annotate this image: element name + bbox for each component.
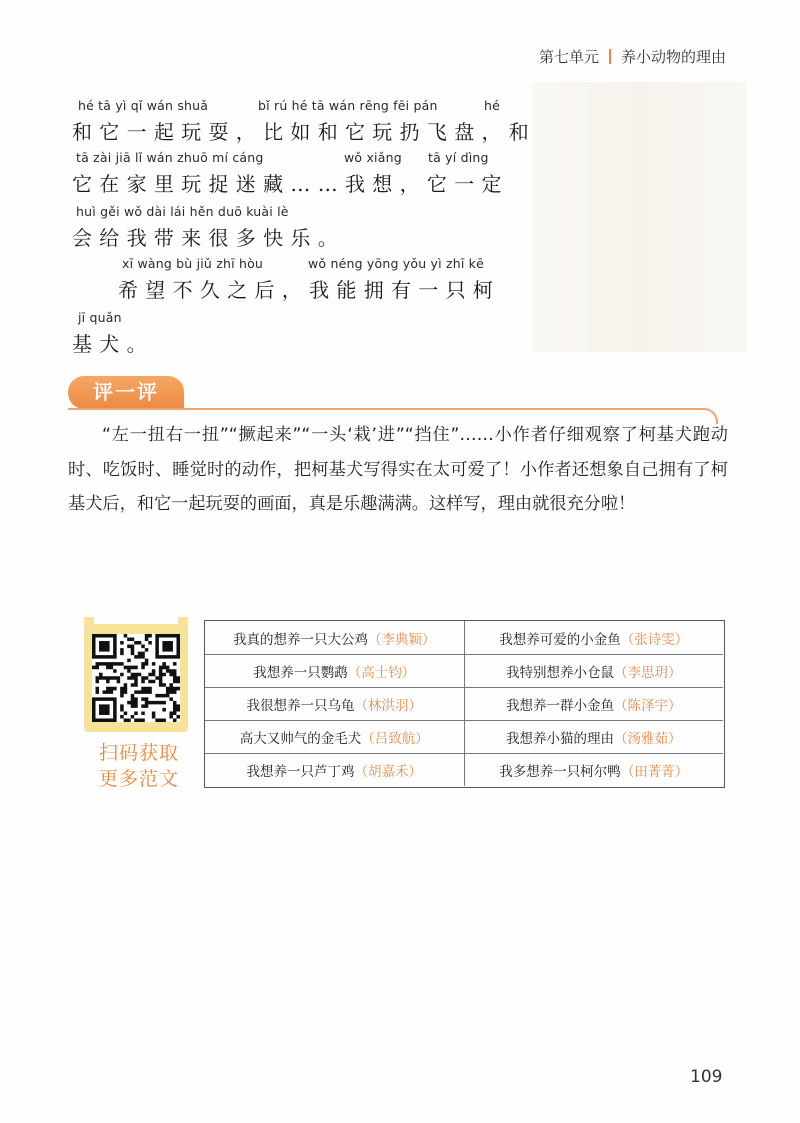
hanzi-text: 它在家里玩捉迷藏……我想，它一定 — [72, 172, 509, 196]
table-row — [205, 687, 723, 720]
essay-author: （吕致航） — [361, 730, 429, 747]
qr-label-line1: 扫码获取 — [98, 742, 179, 764]
hanzi-text: 和它一起玩耍，比如和它玩扔飞盘，和 — [72, 120, 537, 144]
qr-card — [84, 624, 188, 732]
essay-author: （张诗雯） — [620, 631, 689, 648]
pinyin: hé — [484, 98, 501, 113]
essay-title: 我想养一只鹦鹉 — [253, 664, 348, 681]
essay-link[interactable] — [465, 621, 724, 654]
essay-title: 我想养一只芦丁鸡 — [246, 763, 355, 780]
essay-link[interactable] — [205, 720, 465, 753]
essay-title: 我想养一群小金鱼 — [506, 697, 614, 714]
table-row — [205, 621, 723, 654]
essay-link[interactable] — [205, 621, 465, 654]
pinyin: bǐ rú hé tā wán rēng fēi pán — [258, 98, 438, 113]
pinyin: tā zài jiā lǐ wán zhuō mí cáng — [76, 150, 264, 165]
essay-title: 我想养小猫的理由 — [506, 730, 614, 747]
essay-title: 我真的想养一只大公鸡 — [233, 631, 368, 648]
pinyin: wǒ néng yōng yǒu yì zhī kē — [308, 256, 485, 271]
essay-author: （李思玥） — [614, 664, 682, 681]
qr-code-icon — [92, 634, 180, 722]
hanzi-text: 希望不久之后，我能拥有一只柯 — [118, 278, 501, 302]
sample-essay-table — [204, 620, 725, 788]
pinyin: huì gěi wǒ dài lái hěn duō kuài lè — [76, 204, 289, 219]
essay-link[interactable] — [465, 654, 724, 687]
pinyin: hé tā yì qǐ wán shuǎ — [78, 98, 209, 113]
unit-label: 第七单元 — [538, 48, 599, 66]
essay-link[interactable] — [205, 654, 465, 687]
pinyin: xī wàng bù jiǔ zhī hòu — [122, 256, 264, 271]
essay-link[interactable] — [465, 753, 724, 786]
table-row — [205, 753, 723, 786]
qr-code[interactable] — [92, 634, 180, 722]
essay-author: （李典颖） — [368, 631, 436, 648]
essay-author: （汤雅茹） — [614, 730, 682, 747]
essay-link[interactable] — [205, 687, 465, 720]
evaluation-text: “左一扭右一扭”“撅起来”“一头‘栽’进”“挡住”……小作者仔细观察了柯基犬跑动时、吃饭时、睡觉时的动作，把柯基犬写得实在太可爱了！小作者还想象自己拥有了柯基犬后，和它一起玩耍的画面，真是乐趣满满。这样写，理由就很充分啦！ — [68, 425, 728, 514]
table-row — [205, 720, 723, 753]
dog-photo — [532, 82, 746, 352]
evaluation-title: 评一评 — [68, 376, 184, 409]
essay-author: （田菁菁） — [620, 763, 689, 780]
hanzi-text: 基犬。 — [72, 332, 154, 356]
page-header — [539, 46, 726, 67]
essay-author: （陈泽宇） — [614, 697, 682, 714]
essay-author: （胡嘉禾） — [354, 763, 422, 780]
table-row — [205, 654, 723, 687]
page-number: 109 — [690, 1067, 723, 1087]
essay-link[interactable] — [465, 687, 724, 720]
essay-title: 我想养可爱的小金鱼 — [499, 631, 621, 648]
lesson-title: 养小动物的理由 — [620, 48, 726, 66]
essay-author: （高士钧） — [347, 664, 416, 681]
essay-link[interactable] — [205, 753, 465, 786]
essay-title: 我特别想养小仓鼠 — [506, 664, 614, 681]
header-divider — [609, 49, 611, 64]
qr-label-line2: 更多范文 — [98, 768, 179, 790]
pinyin: tā yí dìng — [428, 150, 489, 165]
pinyin: wǒ xiǎng — [344, 150, 402, 165]
essay-link[interactable] — [465, 720, 724, 753]
pinyin: jī quǎn — [78, 310, 122, 325]
essay-title: 我多想养一只柯尔鸭 — [499, 763, 621, 780]
essay-author: （林洪羽） — [354, 697, 422, 714]
essay-title: 高大又帅气的金毛犬 — [239, 730, 362, 747]
essay-title: 我很想养一只乌龟 — [246, 697, 355, 714]
hanzi-text: 会给我带来很多快乐。 — [72, 226, 345, 250]
